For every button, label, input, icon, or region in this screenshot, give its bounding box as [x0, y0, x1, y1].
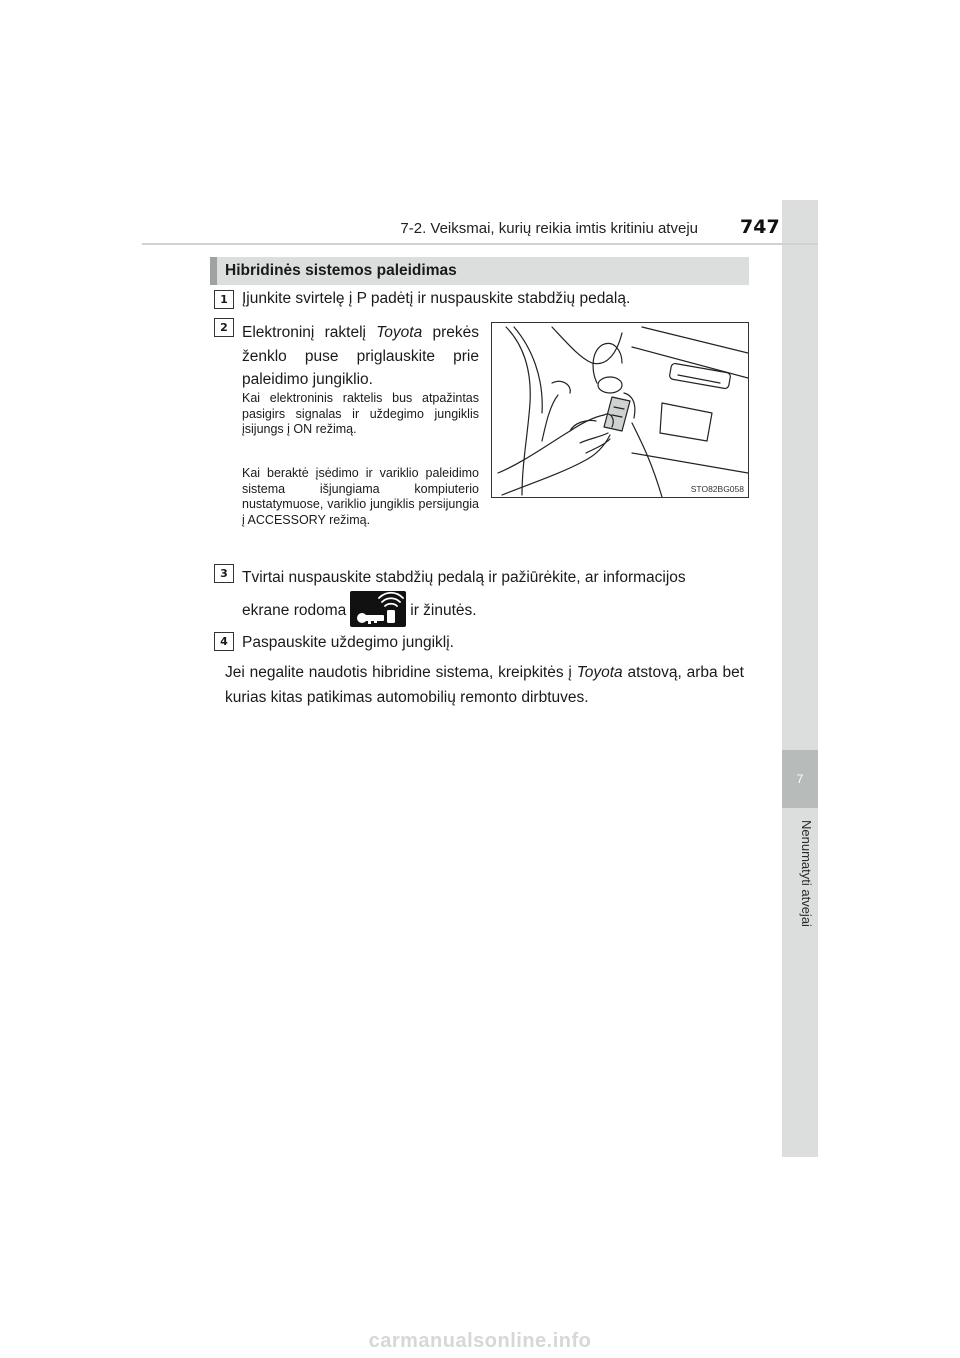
closing-paragraph: [225, 660, 744, 710]
closing-text-before: Jei negalite naudotis hibridine sistema, kreipkitės į: [225, 664, 577, 681]
closing-text-after: atstovą, arba bet kurias kitas patikimas automobilių remonto dirbtuves.: [225, 664, 744, 706]
chapter-number: 7: [782, 750, 818, 808]
chapter-title: Nenumatyti atvejai: [799, 820, 814, 927]
step-3-badge: 3: [214, 564, 234, 583]
step-3-text-after-icon: ir žinutės.: [410, 602, 477, 619]
step-1-text: Įjunkite svirtelę į P padėtį ir nuspauskite stabdžių pedalą.: [242, 290, 631, 307]
key-signal-icon: [350, 591, 406, 627]
step-4-badge: 4: [214, 632, 234, 651]
step-2-note-1: Kai elektroninis raktelis bus atpažintas pasigirs signalas ir uždegimo jungiklis įsijungs į ON režimą.: [242, 391, 479, 437]
step-2-text-before: Elektroninį raktelį: [242, 324, 377, 341]
key-signal-icon-glyph: [350, 591, 406, 627]
header-divider: [142, 243, 818, 245]
step-3-text-before-icon: ekrane rodoma: [242, 602, 347, 619]
step-2-badge: 2: [214, 318, 234, 337]
step-1-badge: 1: [214, 290, 234, 309]
step-3-line-1: Tvirtai nuspauskite stabdžių pedalą ir pažiūrėkite, ar informacijos: [242, 569, 686, 586]
step-2-text-after: prekės ženklo puse priglauskite prie paleidimo jungiklio.: [242, 324, 479, 388]
hand-holding-key-fob-drawing: [492, 323, 748, 497]
page-number: 747: [740, 216, 780, 238]
running-header-title: 7-2. Veiksmai, kurių reikia imtis kritiniu atveju: [400, 220, 698, 237]
illustration-code: STO82BG058: [690, 484, 744, 494]
step-4-text: Paspauskite uždegimo jungiklį.: [242, 634, 454, 651]
step-2-text: [242, 321, 479, 392]
step-2-note-2: Kai beraktė įsėdimo ir variklio paleidimo sistema išjungiama kompiuterio nustatymuose, variklio jungiklis persijungia į ACCESSORY režimą.: [242, 466, 479, 527]
footer-watermark: carmanualsonline.info: [368, 1330, 592, 1352]
key-fob-illustration: [491, 322, 749, 498]
chapter-side-tab: [782, 200, 818, 1157]
section-heading: Hibridinės sistemos paleidimas: [210, 257, 749, 285]
step-3-line-2: [242, 592, 744, 630]
closing-brand: Toyota: [576, 664, 623, 681]
step-2-brand: Toyota: [376, 324, 423, 341]
